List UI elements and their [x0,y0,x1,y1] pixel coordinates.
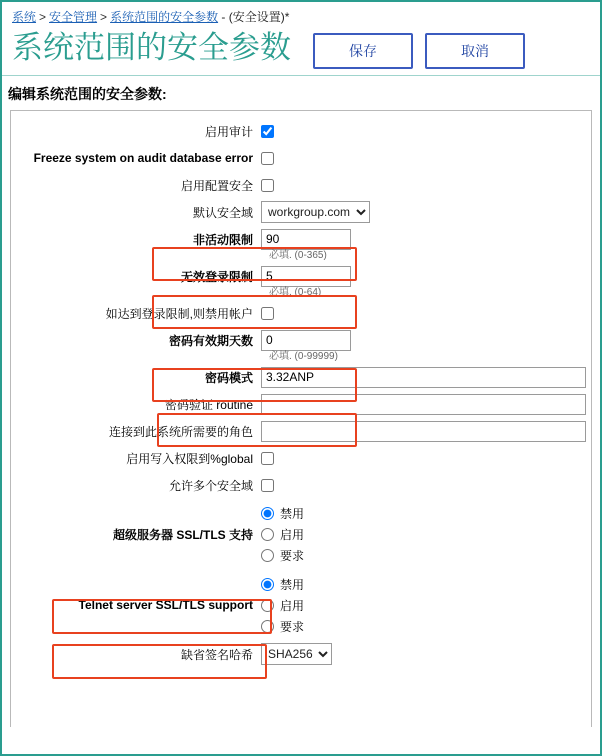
control-connect-role [261,421,591,442]
settings-form-panel [10,110,592,727]
telnet-ssl-radio-group [261,574,304,637]
label-enable-config-security: 启用配置安全 [180,178,253,193]
enable-write-global-checkbox[interactable] [261,452,274,465]
label-telnet-ssl: Telnet server SSL/TLS support [78,598,253,612]
superserver-ssl-label-disabled: 禁用 [280,506,305,521]
label-enable-write-global: 启用写入权限到%global [126,451,253,466]
control-default-security-domain [261,201,591,223]
password-expiry-days-input[interactable] [261,330,351,351]
telnet-ssl-radio-enabled[interactable] [261,599,274,612]
title-buttons [313,27,525,69]
label-superserver-ssl: 超级服务器 SSL/TLS 支持 [112,527,253,542]
superserver-ssl-label-enabled: 启用 [280,527,305,542]
row-inactive-limit [11,227,591,251]
superserver-ssl-radio-group [261,503,304,566]
row-enable-write-global [11,446,591,470]
password-pattern-input[interactable] [261,367,586,388]
label-password-pattern: 密码模式 [204,370,253,385]
row-enable-config-security [11,173,591,197]
page-title: 系统范围的安全参数 [12,30,291,65]
superserver-ssl-radio-disabled[interactable] [261,507,274,520]
telnet-ssl-label-required: 要求 [280,619,305,634]
row-password-pattern [11,365,591,389]
enable-config-security-checkbox[interactable] [261,179,274,192]
telnet-ssl-option-required[interactable] [261,616,304,637]
label-inactive-limit: 非活动限制 [192,232,253,247]
breadcrumb-item-security-management[interactable]: 安全管理 [49,10,98,24]
control-default-signature-hash [261,643,591,665]
hint-invalid-login-limit: 必填. (0-64) [269,287,322,298]
control-password-validation-routine [261,394,591,415]
breadcrumb-separator: > [39,10,47,24]
section-heading: 编辑系统范围的安全参数: [8,86,167,102]
control-freeze-system [261,152,591,165]
control-superserver-ssl [261,503,591,566]
cancel-button[interactable]: 取消 [425,33,525,69]
row-freeze-system [11,146,591,170]
breadcrumb-item-system-security-params[interactable]: 系统范围的安全参数 [110,10,219,24]
save-button[interactable]: 保存 [313,33,413,69]
control-disable-account [261,307,591,320]
label-default-signature-hash: 缺省签名哈希 [180,647,253,662]
hint-password-expiry-days: 必填. (0-99999) [269,351,338,362]
inactive-limit-input[interactable] [261,229,351,250]
breadcrumb-separator: > [100,10,108,24]
superserver-ssl-radio-enabled[interactable] [261,528,274,541]
allow-multiple-domains-checkbox[interactable] [261,479,274,492]
row-disable-account [11,301,591,325]
telnet-ssl-radio-disabled[interactable] [261,578,274,591]
default-signature-hash-select[interactable] [261,643,332,665]
title-row [2,27,600,76]
telnet-ssl-label-enabled: 启用 [280,598,305,613]
control-password-expiry-days [261,330,591,351]
row-password-validation-routine [11,392,591,416]
telnet-ssl-option-enabled[interactable] [261,595,304,616]
superserver-ssl-radio-required[interactable] [261,549,274,562]
hint-inactive-limit: 必填. (0-365) [269,250,327,261]
label-freeze-system: Freeze system on audit database error [33,151,253,165]
label-password-expiry-days: 密码有效期天数 [168,333,253,348]
disable-account-checkbox[interactable] [261,307,274,320]
enable-audit-checkbox[interactable] [261,125,274,138]
row-telnet-ssl [11,571,591,639]
control-invalid-login-limit [261,266,591,287]
control-enable-write-global [261,452,591,465]
row-superserver-ssl [11,500,591,568]
row-enable-audit [11,119,591,143]
superserver-ssl-option-required[interactable] [261,545,304,566]
row-allow-multiple-domains [11,473,591,497]
freeze-system-checkbox[interactable] [261,152,274,165]
breadcrumb-item-system[interactable]: 系统 [12,10,37,24]
row-invalid-login-limit [11,264,591,288]
breadcrumb-suffix: - (安全设置)* [221,10,290,24]
telnet-ssl-label-disabled: 禁用 [280,577,305,592]
label-default-security-domain: 默认安全域 [192,205,253,220]
label-connect-role: 连接到此系统所需要的角色 [108,424,253,439]
control-enable-audit [261,125,591,138]
label-invalid-login-limit: 无效登录限制 [180,269,253,284]
label-disable-account: 如达到登录限制,则禁用帐户 [105,306,253,321]
connect-role-input[interactable] [261,421,586,442]
row-default-signature-hash [11,642,591,666]
row-default-security-domain [11,200,591,224]
superserver-ssl-option-disabled[interactable] [261,503,304,524]
row-connect-role [11,419,591,443]
control-telnet-ssl [261,574,591,637]
superserver-ssl-option-enabled[interactable] [261,524,304,545]
label-enable-audit: 启用审计 [204,124,253,139]
superserver-ssl-label-required: 要求 [280,548,305,563]
telnet-ssl-option-disabled[interactable] [261,574,304,595]
control-allow-multiple-domains [261,479,591,492]
breadcrumb [2,2,600,27]
default-security-domain-select[interactable] [261,201,370,223]
label-allow-multiple-domains: 允许多个安全域 [168,478,253,493]
control-inactive-limit [261,229,591,250]
password-validation-routine-input[interactable] [261,394,586,415]
control-password-pattern [261,367,591,388]
control-enable-config-security [261,179,591,192]
row-password-expiry-days [11,328,591,352]
telnet-ssl-radio-required[interactable] [261,620,274,633]
label-password-validation-routine: 密码验证 routine [164,397,253,412]
invalid-login-limit-input[interactable] [261,266,351,287]
